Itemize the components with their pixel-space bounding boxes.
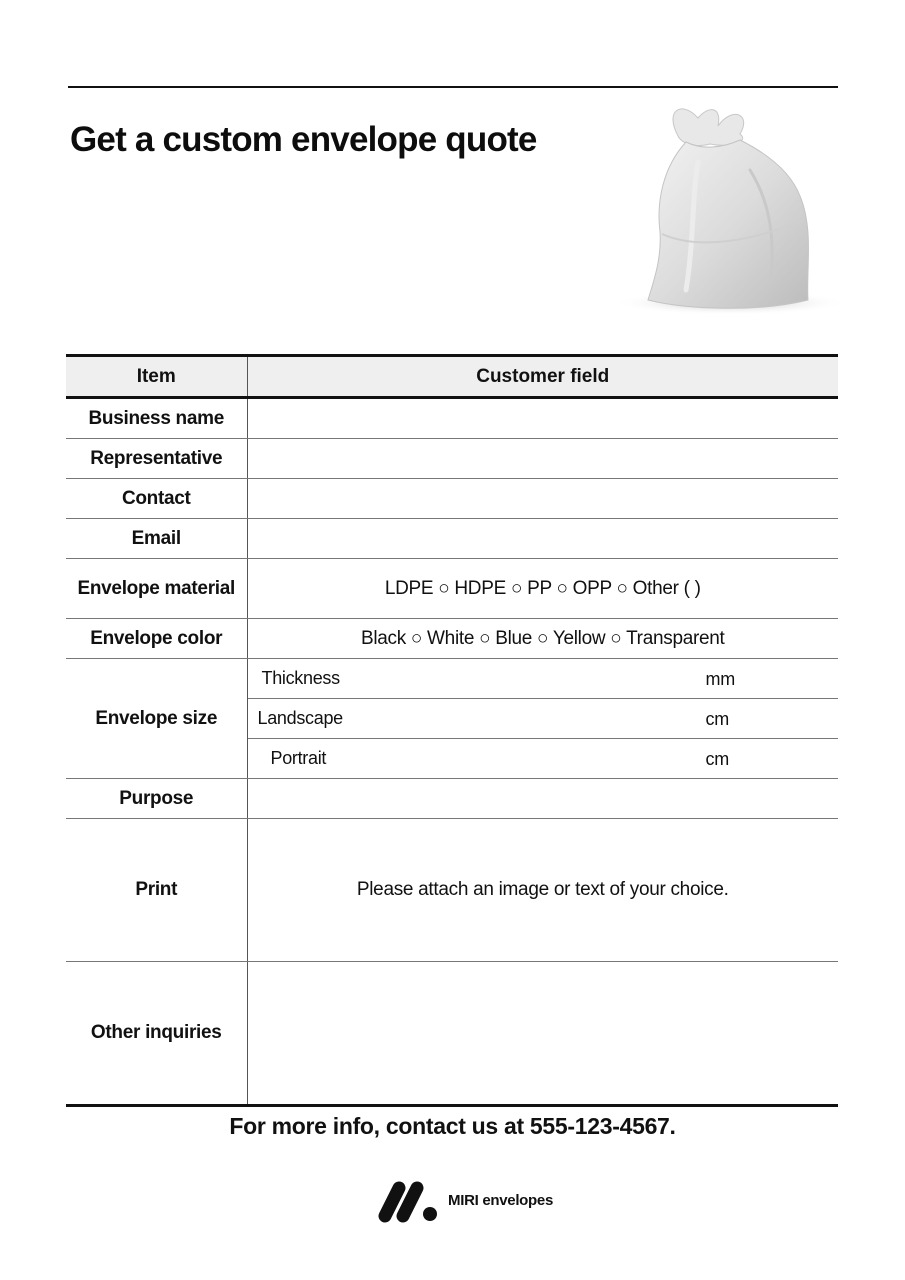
envelope-size-label: Envelope size — [66, 659, 247, 779]
contact-row — [66, 479, 838, 519]
envelope-color-options[interactable]: Black ○ White ○ Blue ○ Yellow ○ Transparent — [247, 619, 838, 659]
table-header-row — [66, 356, 838, 398]
representative-field[interactable] — [247, 439, 838, 479]
miri-logo-icon — [377, 1180, 441, 1224]
envelope-material-options[interactable]: LDPE ○ HDPE ○ PP ○ OPP ○ Other ( ) — [247, 559, 838, 619]
portrait-label: Portrait — [270, 748, 327, 768]
business-name-field[interactable] — [247, 398, 838, 439]
landscape-unit: cm — [705, 709, 729, 729]
thickness-label: Thickness — [261, 668, 340, 688]
purpose-label: Purpose — [66, 779, 247, 819]
print-label: Print — [66, 819, 247, 962]
envelope-size-thickness-row — [66, 659, 838, 699]
envelope-color-row — [66, 619, 838, 659]
page-title: Get a custom envelope quote — [70, 120, 537, 159]
envelope-color-label: Envelope color — [66, 619, 247, 659]
quote-form-table — [66, 354, 838, 1107]
contact-label: Contact — [66, 479, 247, 519]
thickness-unit: mm — [705, 669, 735, 689]
thickness-field[interactable] — [247, 659, 838, 699]
print-field[interactable]: Please attach an image or text of your choice. — [247, 819, 838, 962]
business-name-label: Business name — [66, 398, 247, 439]
envelope-material-row — [66, 559, 838, 619]
email-row — [66, 519, 838, 559]
landscape-field[interactable] — [247, 699, 838, 739]
portrait-unit: cm — [705, 749, 729, 769]
business-name-row — [66, 398, 838, 439]
other-inquiries-field[interactable] — [247, 962, 838, 1106]
item-column-header: Item — [66, 356, 247, 398]
representative-label: Representative — [66, 439, 247, 479]
top-rule — [68, 86, 838, 88]
email-field[interactable] — [247, 519, 838, 559]
purpose-field[interactable] — [247, 779, 838, 819]
customer-field-column-header: Customer field — [247, 356, 838, 398]
contact-field[interactable] — [247, 479, 838, 519]
brand-name: MIRI envelopes — [448, 1192, 553, 1209]
plastic-bag-icon — [600, 100, 850, 325]
landscape-label: Landscape — [257, 708, 343, 728]
email-label: Email — [66, 519, 247, 559]
envelope-material-label: Envelope material — [66, 559, 247, 619]
representative-row — [66, 439, 838, 479]
other-inquiries-label: Other inquiries — [66, 962, 247, 1106]
portrait-field[interactable] — [247, 739, 838, 779]
purpose-row — [66, 779, 838, 819]
contact-info: For more info, contact us at 555-123-4567. — [229, 1113, 676, 1139]
print-row — [66, 819, 838, 962]
other-inquiries-row — [66, 962, 838, 1106]
